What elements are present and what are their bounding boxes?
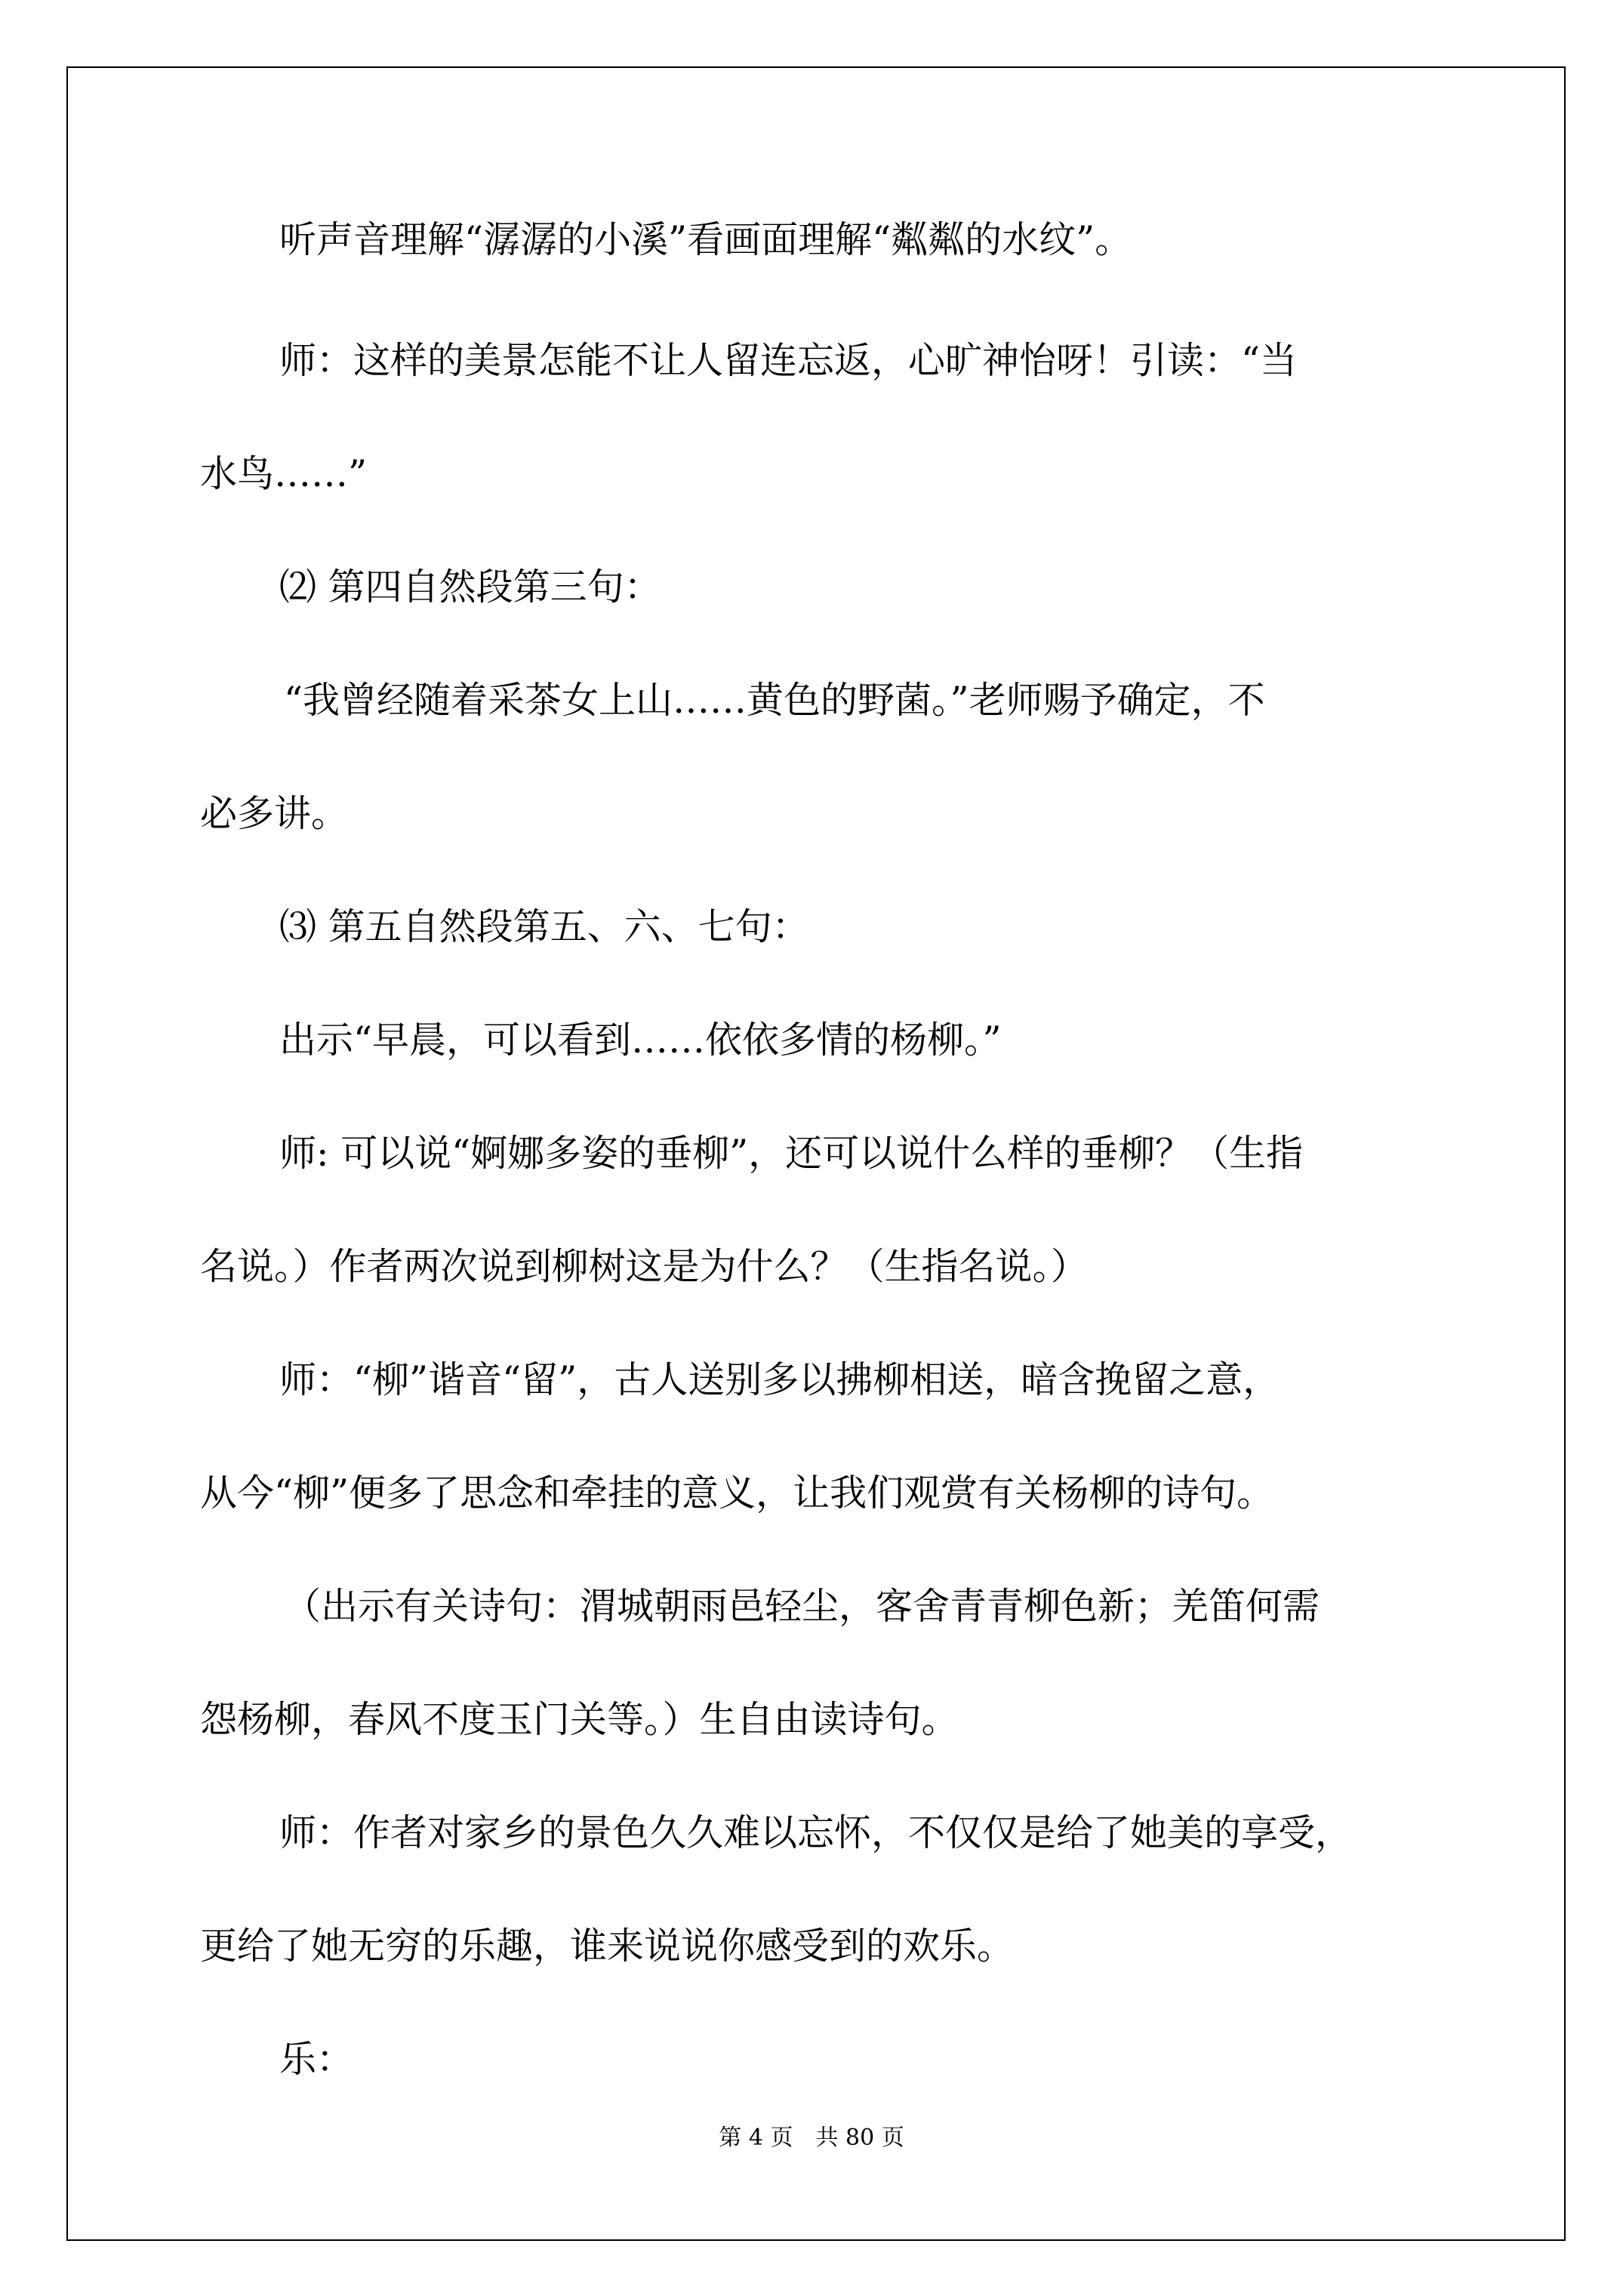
paragraph-line: “我曾经随着采茶女上山……黄色的野菌。”老师赐予确定，不 xyxy=(284,679,1265,722)
paragraph-line: 从今“柳”便多了思念和牵挂的意义，让我们观赏有关杨柳的诗句。 xyxy=(200,1472,1274,1515)
paragraph-line: 怨杨柳，春风不度玉门关等。）生自由读诗句。 xyxy=(200,1698,959,1741)
paragraph-line: ⑶ 第五自然段第五、六、七句： xyxy=(279,905,809,948)
paragraph-line: 师：作者对家乡的景色久久难以忘怀，不仅仅是给了她美的享受， xyxy=(279,1811,1353,1854)
paragraph-line: 更给了她无穷的乐趣，谁来说说你感受到的欢乐。 xyxy=(200,1925,1015,1968)
paragraph-line: ⑵ 第四自然段第三句： xyxy=(279,566,661,609)
paragraph-line: 出示“早晨，可以看到……依依多情的杨柳。” xyxy=(279,1019,1002,1062)
paragraph-line: （出示有关诗句：渭城朝雨邑轻尘，客舍青青柳色新；羌笛何需 xyxy=(284,1585,1320,1628)
paragraph-line: 师: 可以说“婀娜多姿的垂柳”，还可以说什么样的垂柳？（生指 xyxy=(279,1132,1304,1175)
paragraph-line: 乐： xyxy=(279,2038,354,2081)
paragraph-line: 听声音理解“潺潺的小溪”看画面理解“粼粼的水纹”。 xyxy=(279,218,1132,261)
paragraph-line: 水鸟……” xyxy=(200,452,368,495)
page-footer: 第 4 页 共 80 页 xyxy=(719,2125,904,2151)
paragraph-line: 名说。）作者两次说到柳树这是为什么？（生指名说。） xyxy=(200,1245,1089,1288)
paragraph-line: 师：“柳”谐音“留”，古人送别多以拂柳相送，暗含挽留之意， xyxy=(279,1358,1280,1401)
paragraph-line: 必多讲。 xyxy=(200,792,349,835)
paragraph-line: 师：这样的美景怎能不让人留连忘返，心旷神怡呀！引读：“当 xyxy=(279,339,1298,382)
